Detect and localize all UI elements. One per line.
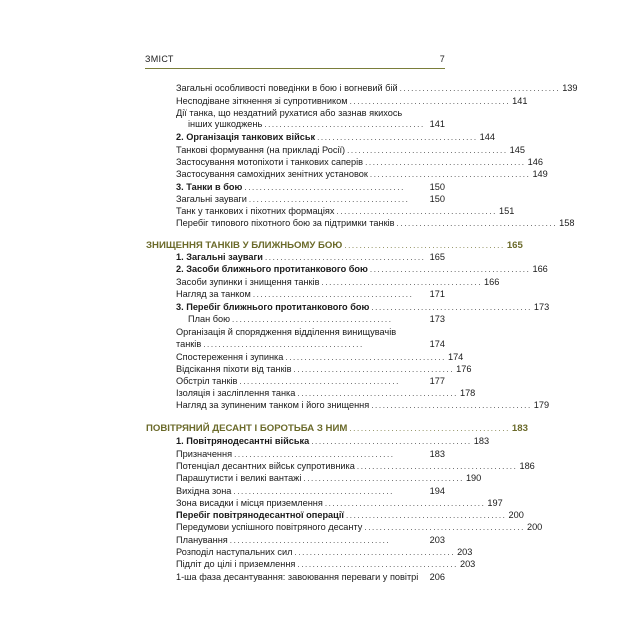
toc-entry: Обстріл танків .......................................... 177 (176, 376, 445, 386)
toc-entry: Загальні зауваги .......................................... 150 (176, 194, 445, 204)
toc-subsection: Перебіг повітрянодесантної операції .......................................... 200 (176, 510, 524, 520)
toc-entry: інших ушкоджень .......................................... 141 (188, 119, 445, 129)
toc-entry-line: Організація й спорядження відділення винищувачів (176, 327, 397, 337)
toc-entry: Спостереження і зупинка .......................................... 174 (176, 352, 464, 362)
toc-entry: Застосування мотопіхоти і танкових саперів .......................................... 146 (176, 157, 543, 167)
toc-entry: Відсікання піхоти від танків .......................................... 176 (176, 364, 472, 374)
page-header-title: ЗМІСТ (145, 54, 174, 64)
toc-entry: Загальні особливості поведінки в бою і вогневий бій .......................................... 139 (176, 83, 578, 93)
toc-entry: Підліт до цілі і приземлення .......................................... 203 (176, 559, 476, 569)
toc-subsection: 1. Загальні зауваги .......................................... 165 (176, 252, 445, 262)
toc-entry: Зона висадки і місця приземлення .......................................... 197 (176, 498, 503, 508)
toc-entry: Перебіг типового піхотного бою за підтримки танків .......................................... 158 (176, 218, 575, 228)
toc-entry: Ізоляція і засліплення танка .......................................... 178 (176, 388, 476, 398)
toc-subsection: 3. Танки в бою .......................................... 150 (176, 182, 445, 192)
page-number: 7 (439, 54, 445, 64)
toc-section-heading: ПОВІТРЯНИЙ ДЕСАНТ І БОРОТЬБА З НИМ .......................................... 183 (146, 423, 528, 434)
toc-entry: План бою .......................................... 173 (188, 314, 445, 324)
toc-subsection: 1. Повітрянодесантні війська .......................................... 183 (176, 436, 490, 446)
toc-entry: Танкові формування (на прикладі Росії) .......................................... 145 (176, 145, 525, 155)
toc-entry: Передумови успішного повітряного десанту .......................................... 200 (176, 522, 543, 532)
toc-entry: Застосування самохідних зенітних установок .......................................... 149 (176, 169, 548, 179)
toc-subsection: 3. Перебіг ближнього протитанкового бою .......................................... 173 (176, 302, 550, 312)
toc-entry: Несподіване зіткнення зі супротивником .......................................... 141 (176, 96, 528, 106)
toc-subsection: 2. Організація танкових військ .......................................... 144 (176, 132, 495, 142)
toc-entry: Парашутисти і великі вантажі .......................................... 190 (176, 473, 482, 483)
toc-entry: Потенціал десантних військ супротивника .......................................... 186 (176, 461, 535, 471)
toc-entry-line: Дії танка, що нездатний рухатися або зазнав якихось (176, 108, 403, 118)
toc-entry: Танк у танкових і піхотних формаціях .......................................... 151 (176, 206, 515, 216)
toc-entry: Засоби зупинки і знищення танків .......................................... 166 (176, 277, 500, 287)
toc-entry: Нагляд за зупиненим танком і його знищення .......................................... 179 (176, 400, 550, 410)
toc-entry: Вихідна зона .......................................... 194 (176, 486, 445, 496)
toc-section-heading: ЗНИЩЕННЯ ТАНКІВ У БЛИЖНЬОМУ БОЮ .......................................... 165 (146, 240, 523, 251)
toc-entry: Розподіл наступальних сил .......................................... 203 (176, 547, 473, 557)
toc-subsection: 2. Засоби ближнього протитанкового бою .......................................... 166 (176, 264, 548, 274)
toc-entry: танків .......................................... 174 (176, 339, 445, 349)
toc-entry: Нагляд за танком .......................................... 171 (176, 289, 445, 299)
toc-entry: Планування .......................................... 203 (176, 535, 445, 545)
toc-entry: Призначення .......................................... 183 (176, 449, 445, 459)
toc-entry: 1-ша фаза десантування: завоювання переваги у повітрі 206 (176, 572, 445, 582)
